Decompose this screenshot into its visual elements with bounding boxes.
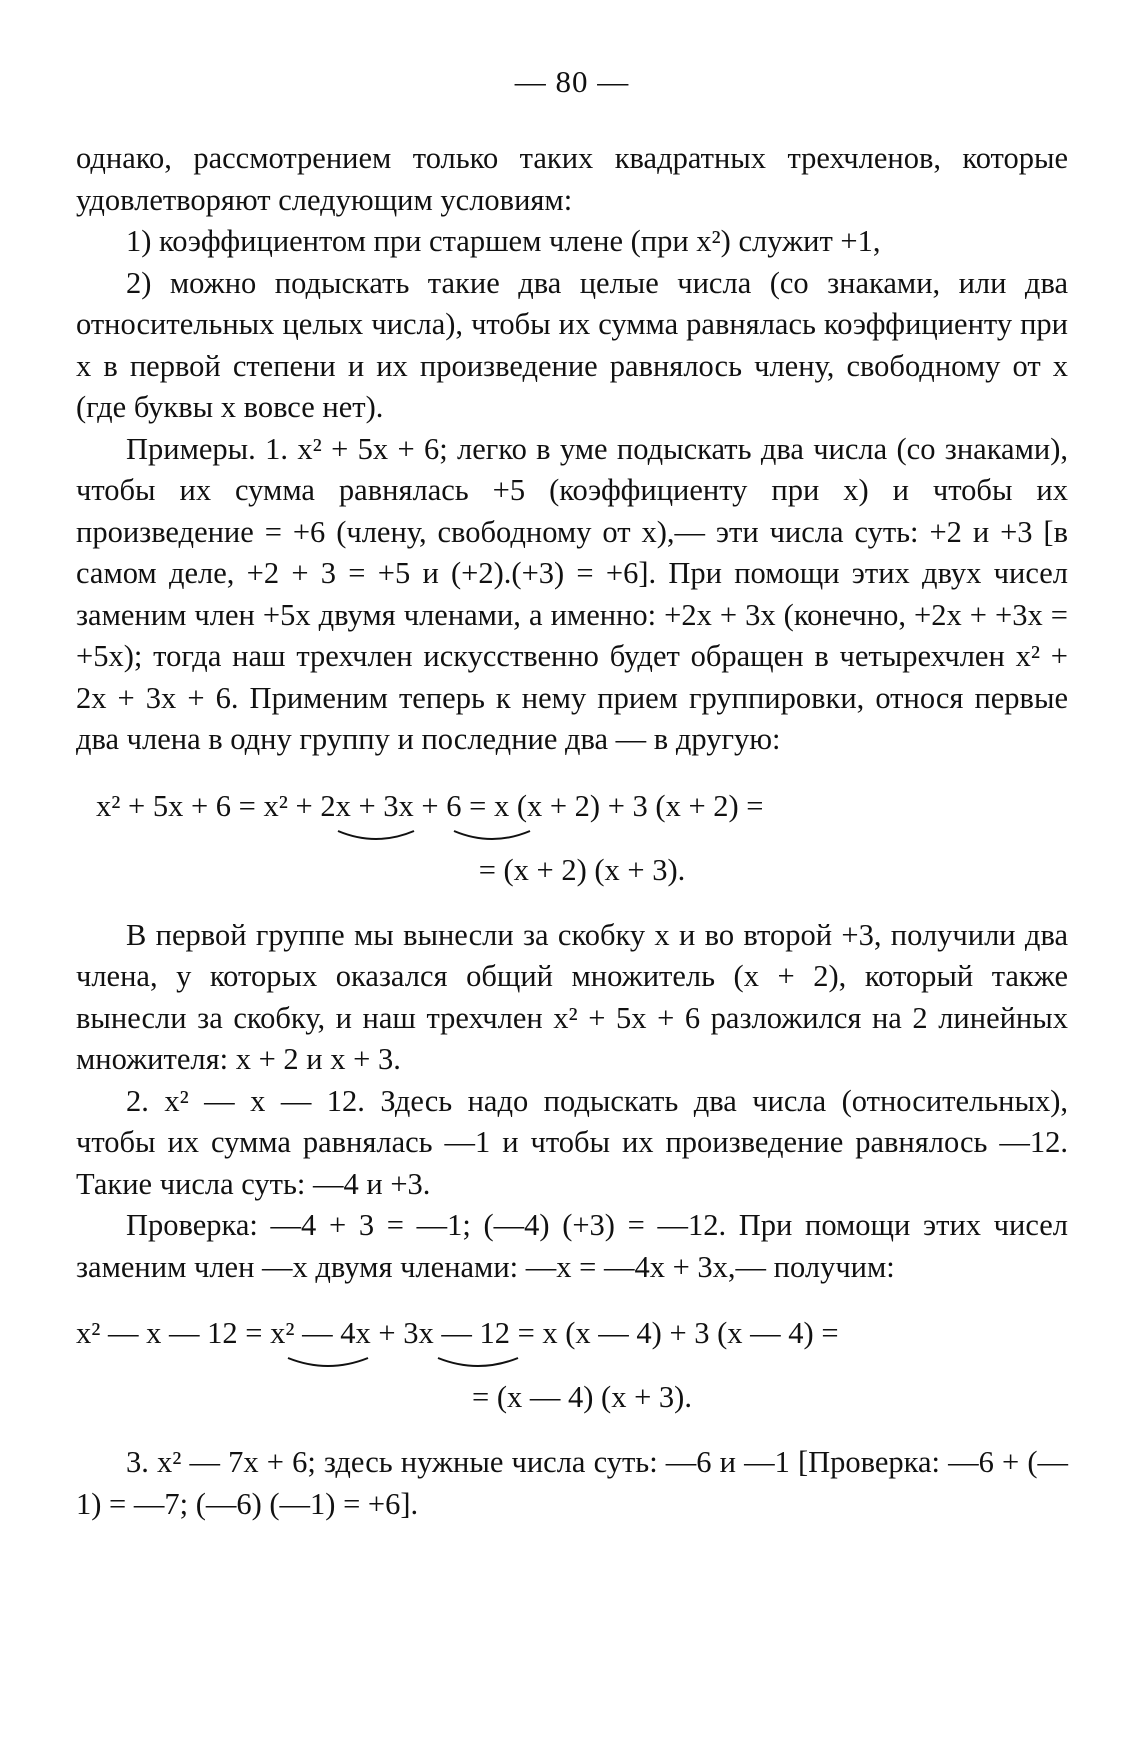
formula-1 [76, 783, 1068, 893]
intro-paragraph: однако, рассмотрением только таких квадратных трехчленов, которые удовлетворяют следующим условиям: [76, 141, 1068, 217]
example-1-paragraph: Примеры. 1. x² + 5x + 6; легко в уме подыскать два числа (со знаками), чтобы их сумма равнялась +5 (коэффициенту при x) и чтобы их произведение = +6 (члену, свободному от x),— эти числа суть: +2 и +3 [в самом деле, +2 + 3 = +5 и (+2).(+3) = +6]. При помощи этих двух чисел заменим член +5x двумя членами, а именно: +2x + 3x (конечно, +2x + +3x = +5x); тогда наш трехчлен искусственно будет обращен в четырехчлен x² + 2x + 3x + 6. Применим теперь к нему прием группировки, относя первые два члена в одну группу и последние два — в другую: [76, 431, 1068, 756]
formula-2-line-2: = (x — 4) (x + 3). [472, 1380, 692, 1414]
check-2-paragraph: Проверка: —4 + 3 = —1; (—4) (+3) = —12. При помощи этих чисел заменим член —x двумя членами: —x = —4x + 3x,— получим: [76, 1208, 1068, 1284]
formula-1-line-2: = (x + 2) (x + 3). [478, 852, 686, 887]
example-3-paragraph: 3. x² — 7x + 6; здесь нужные числа суть: —6 и —1 [Проверка: —6 + (—1) = —7; (—6) (—1) = +6]. [76, 1445, 1068, 1521]
formula-2-line-1: x² — x — 12 = x² — 4x + 3x — 12 = x (x — 4) + 3 (x — 4) = [76, 1316, 839, 1350]
formula-1-group-braces [76, 829, 1068, 847]
condition-2: 2) можно подыскать такие два целые числа (со знаками, или два относительных целых числа), чтобы их сумма равнялась коэффициенту при x в первой степени и их произведение равнялось члену, свободному от x (где буквы x вовсе нет). [76, 265, 1068, 424]
formula-2 [76, 1310, 1068, 1420]
formula-2-group-braces [76, 1356, 1068, 1374]
condition-1: 1) коэффициентом при старшем члене (при x²) служит +1, [126, 224, 881, 258]
formula-1-line-1: x² + 5x + 6 = x² + 2x + 3x + 6 = x (x + 2) + 3 (x + 2) = [96, 788, 764, 823]
grouping-paragraph: В первой группе мы вынесли за скобку x и во второй +3, получили два члена, у которых оказался общий множитель (x + 2), который также вынесли за скобку, и наш трехчлен x² + 5x + 6 разложился на 2 линейных множителя: x + 2 и x + 3. [76, 917, 1068, 1076]
group-brace-icon [76, 1356, 1076, 1374]
example-2-paragraph: 2. x² — x — 12. Здесь надо подыскать два числа (относительных), чтобы их сумма равнялась —1 и чтобы их произведение равнялось —12. Такие числа суть: —4 и +3. [76, 1083, 1068, 1201]
group-brace-icon [76, 829, 1076, 847]
page-number: — 80 — [514, 64, 630, 99]
